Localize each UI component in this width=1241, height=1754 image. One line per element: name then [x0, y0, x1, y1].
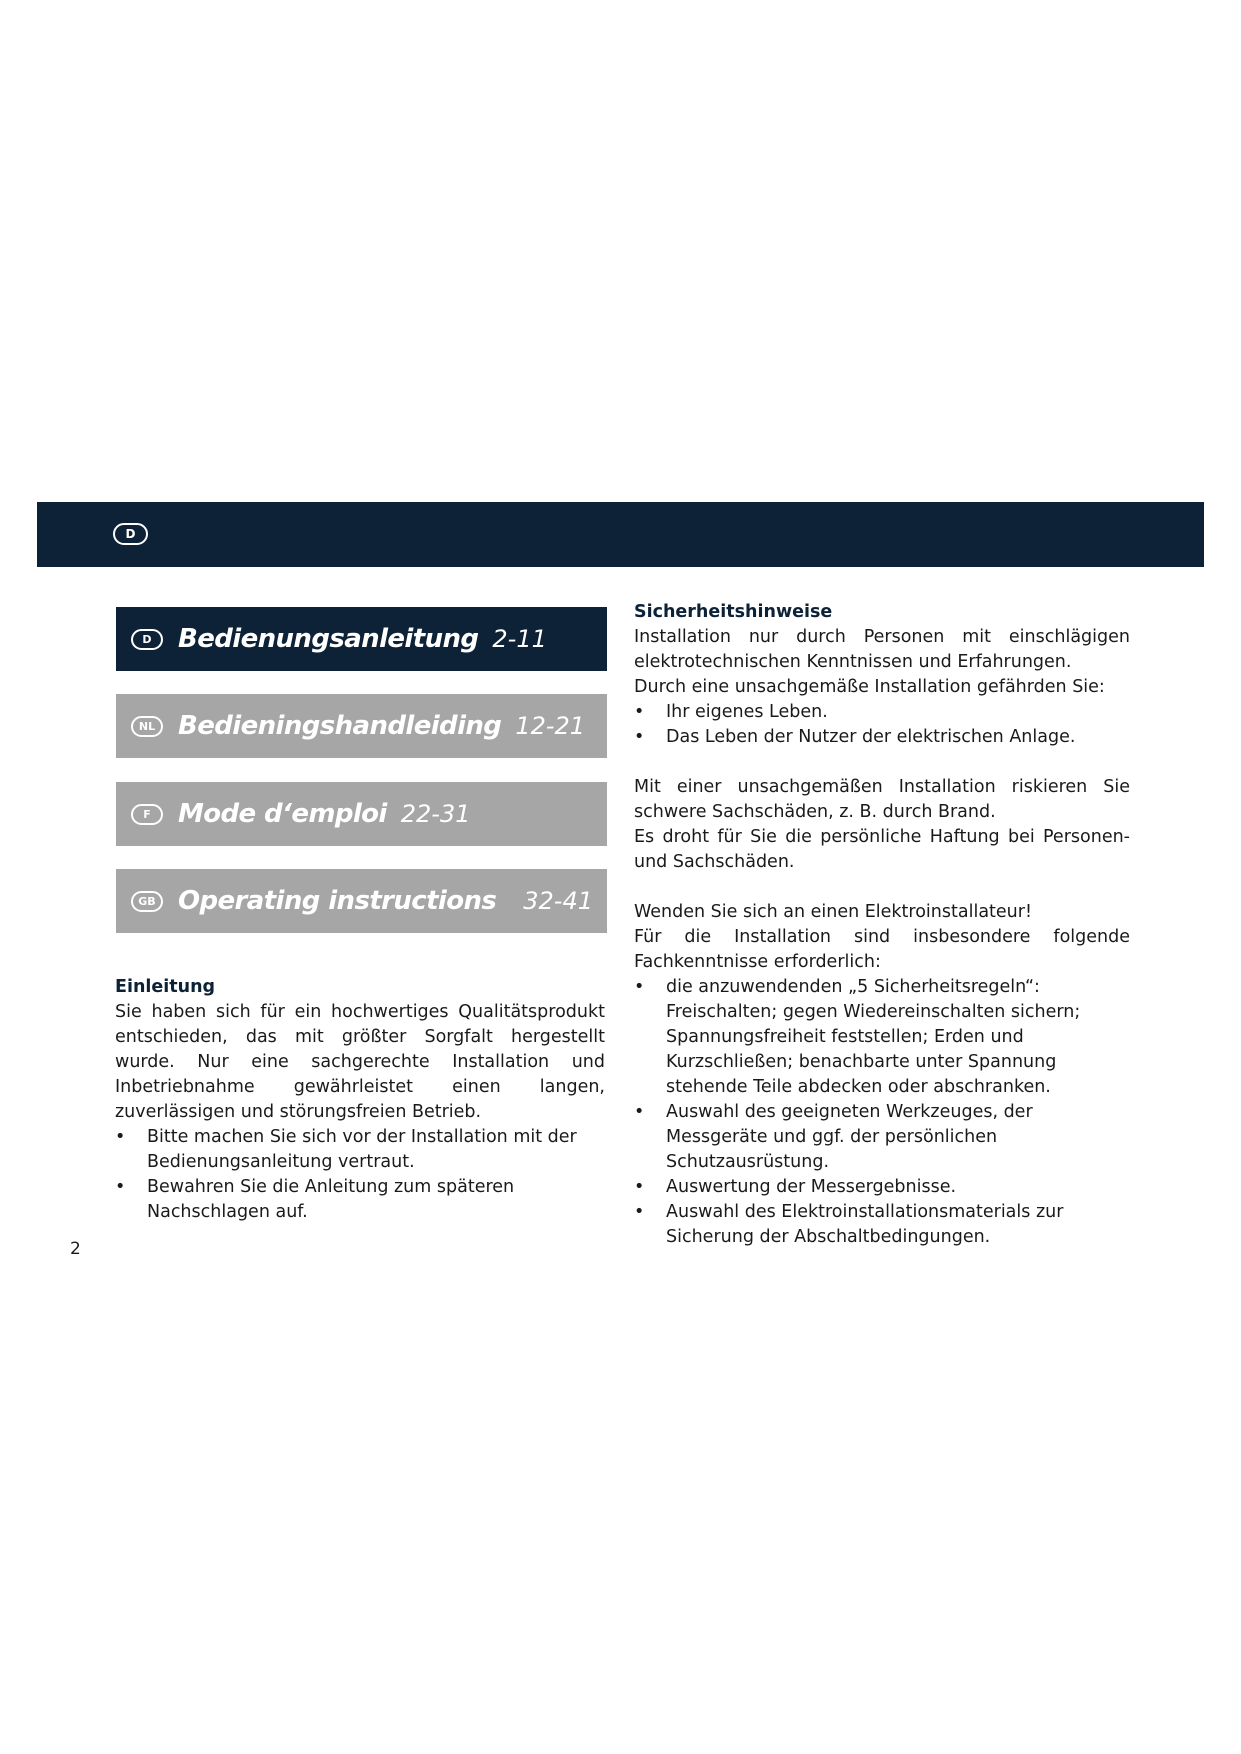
toc-title: Bedieningshandleiding	[178, 711, 502, 741]
toc-entry-french[interactable]	[116, 782, 607, 846]
list-item: • Auswahl des Elektroinstallationsmaterials zur Sicherung der Abschaltbedingungen.	[634, 1200, 1130, 1250]
toc-pages: 12-21	[515, 712, 586, 740]
list-item: • Ihr eigenes Leben.	[634, 700, 1130, 725]
intro-paragraph: Sie haben sich für ein hochwertiges Qualitätsprodukt entschieden, das mit größter Sorgfalt hergestellt wurde. Nur eine sachgerechte Installation und Inbetriebnahme gewährleistet einen langen, zuverlässigen und störungsfreien Betrieb.	[115, 1002, 605, 1122]
list-item: • Auswertung der Messergebnisse.	[634, 1175, 1130, 1200]
intro-heading: Einleitung	[115, 977, 216, 997]
safety-paragraph: Für die Installation sind insbesondere folgende Fachkenntnisse erforderlich:	[634, 927, 1130, 972]
list-item: • Auswahl des geeigneten Werkzeuges, der Messgeräte und ggf. der persönlichen Schutzausrüstung.	[634, 1100, 1130, 1175]
toc-title: Operating instructions	[178, 886, 497, 916]
risk-list	[634, 700, 1130, 750]
language-badge-icon: NL	[131, 716, 163, 737]
toc-entry-english[interactable]	[116, 869, 607, 933]
safety-heading: Sicherheitshinweise	[634, 602, 833, 622]
safety-paragraph: Wenden Sie sich an einen Elektroinstallateur!	[634, 902, 1032, 922]
toc-title: Mode d‘emploi	[178, 799, 387, 829]
toc-pages: 32-41	[523, 887, 593, 915]
language-badge-icon: D	[131, 629, 163, 650]
list-item: • Bewahren Sie die Anleitung zum späteren Nachschlagen auf.	[115, 1175, 605, 1225]
toc-pages: 2-11	[492, 625, 547, 653]
language-badge-icon: F	[131, 804, 163, 825]
intro-list	[115, 1125, 605, 1225]
page-number: 2	[70, 1239, 81, 1259]
list-item: • die anzuwendenden „5 Sicherheitsregeln“: Freischalten; gegen Wiedereinschalten sichern; Spannungsfreiheit feststellen; Erden und Kurzschließen; benachbarte unter Spannung stehende Teile abdecken oder abschranken.	[634, 975, 1130, 1100]
language-badge-icon: GB	[131, 891, 163, 912]
list-item: • Das Leben der Nutzer der elektrischen Anlage.	[634, 725, 1130, 750]
list-item: • Bitte machen Sie sich vor der Installation mit der Bedienungsanleitung vertraut.	[115, 1125, 605, 1175]
safety-section	[634, 600, 1130, 1250]
header-bar	[37, 502, 1204, 567]
toc-entry-dutch[interactable]	[116, 694, 607, 758]
safety-paragraph: Mit einer unsachgemäßen Installation riskieren Sie schwere Sachschäden, z. B. durch Brand.	[634, 777, 1130, 822]
intro-section	[115, 975, 605, 1225]
safety-paragraph: Installation nur durch Personen mit einschlägigen elektrotechnischen Kenntnissen und Erfahrungen.	[634, 627, 1130, 672]
toc-entry-german[interactable]	[116, 607, 607, 671]
toc-pages: 22-31	[400, 800, 471, 828]
requirements-list	[634, 975, 1130, 1250]
safety-paragraph: Es droht für Sie die persönliche Haftung bei Personen- und Sachschäden.	[634, 827, 1130, 872]
language-badge-icon: D	[113, 523, 148, 545]
toc-title: Bedienungsanleitung	[178, 624, 479, 654]
safety-paragraph: Durch eine unsachgemäße Installation gefährden Sie:	[634, 677, 1105, 697]
